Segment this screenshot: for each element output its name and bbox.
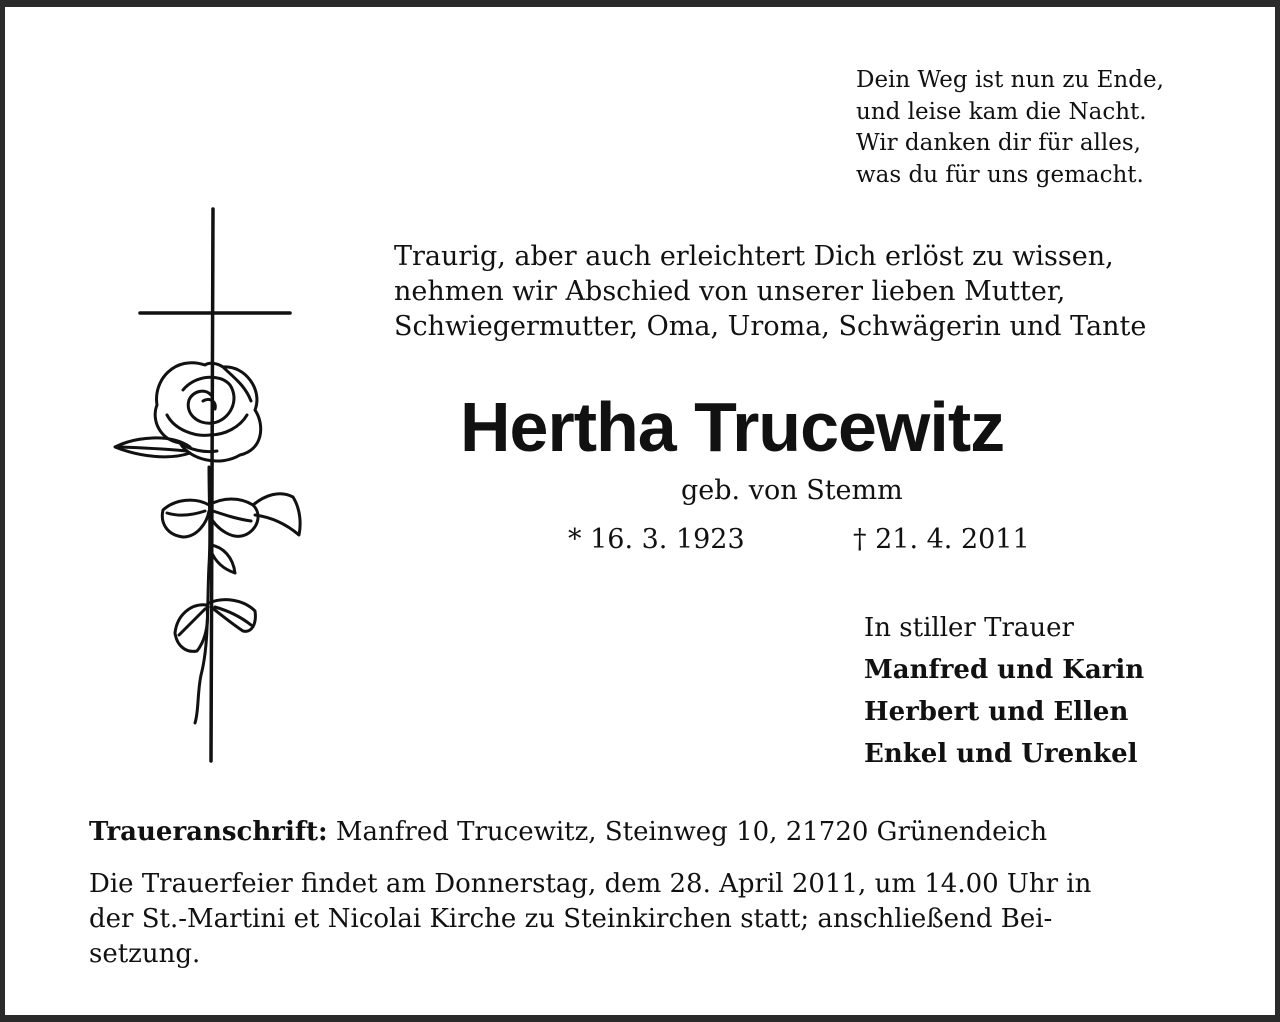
deceased-name: Hertha Trucewitz bbox=[460, 388, 1005, 466]
mourning-address bbox=[89, 817, 1047, 847]
birth-date: * 16. 3. 1923 bbox=[568, 524, 745, 555]
mourner-name: Herbert und Ellen bbox=[864, 697, 1129, 727]
poem-line: Dein Weg ist nun zu Ende, bbox=[856, 67, 1164, 93]
address-label: Traueranschrift: bbox=[89, 817, 328, 847]
poem-line: und leise kam die Nacht. bbox=[856, 98, 1147, 125]
ceremony-notice bbox=[89, 867, 1091, 972]
mourner-name: Enkel und Urenkel bbox=[864, 739, 1138, 769]
intro-line: Traurig, aber auch erleichtert Dich erlöst zu wissen, bbox=[394, 241, 1114, 272]
cross-with-rose-icon bbox=[105, 205, 315, 767]
maiden-name: geb. von Stemm bbox=[681, 475, 903, 506]
intro-line: Schwiegermutter, Oma, Uroma, Schwägerin und Tante bbox=[394, 311, 1147, 342]
mourners-block bbox=[864, 607, 1144, 775]
poem-line: Wir danken dir für alles, bbox=[856, 130, 1141, 156]
intro-line: nehmen wir Abschied von unserer lieben Mutter, bbox=[394, 276, 1066, 307]
poem-line: was du für uns gemacht. bbox=[856, 161, 1144, 188]
intro-text bbox=[394, 239, 1146, 344]
mourner-name: Manfred und Karin bbox=[864, 655, 1145, 685]
ceremony-line: Die Trauerfeier findet am Donnerstag, dem 28. April 2011, um 14.00 Uhr in bbox=[89, 869, 1092, 899]
ceremony-line: setzung. bbox=[89, 939, 201, 969]
poem bbox=[856, 65, 1164, 191]
address-value: Manfred Trucewitz, Steinweg 10, 21720 Grünendeich bbox=[335, 817, 1048, 847]
mourners-heading: In stiller Trauer bbox=[864, 613, 1074, 643]
death-date: † 21. 4. 2011 bbox=[853, 524, 1030, 555]
ceremony-line: der St.-Martini et Nicolai Kirche zu Steinkirchen statt; anschließend Bei- bbox=[89, 904, 1053, 934]
